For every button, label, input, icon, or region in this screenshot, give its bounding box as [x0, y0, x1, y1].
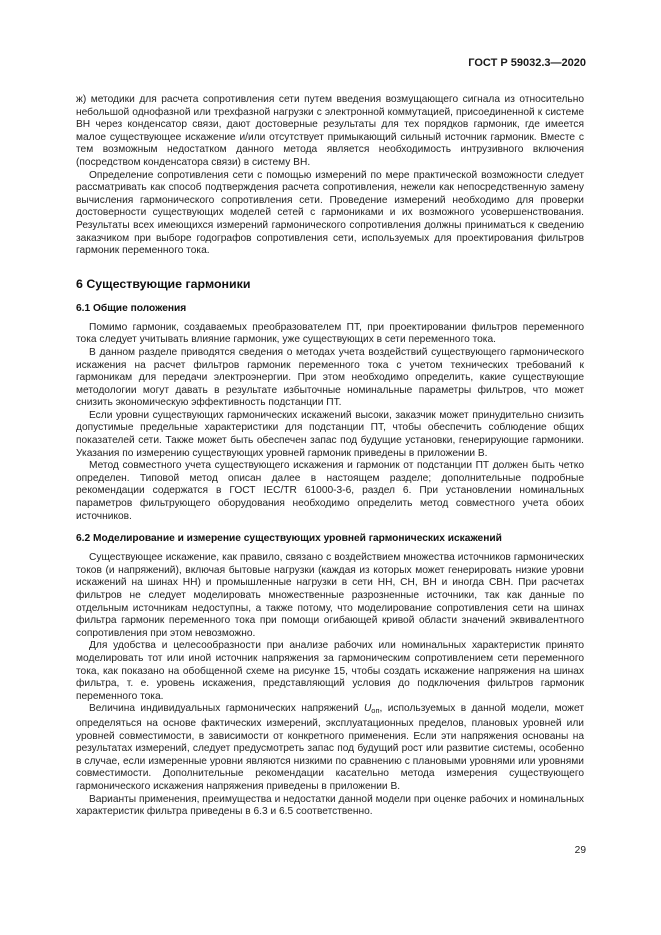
s62-paragraph-2: Для удобства и целесообразности при анализе рабочих или номинальных характеристик принято моделировать тот или иной источник напряжения за гармоническим сопротивлением сети переменного тока, как показано на обобщенной схеме на рисунке 15, чтобы создать искажение напряжения на шинах фильтра, т. е. уровень искажения, представляющий условия до подключения фильтров гармоник переменного тока.: [76, 640, 584, 702]
section-6-heading: 6 Существующие гармоники: [76, 276, 251, 291]
page-number: 29: [574, 845, 586, 856]
s61-paragraph-3: Если уровни существующих гармонических искажений высоки, заказчик может принудительно снизить допустимые предельные характеристики для подстанции ПТ, чтобы обеспечить соблюдение общих показателей сети. Также может быть обеспечен запас под будущие установки, генерирующие гармоники. Указания по измерению существующих уровней гармоник приведены в приложении В.: [76, 409, 584, 459]
section-6-1-heading: 6.1 Общие положения: [76, 302, 187, 314]
s61-paragraph-4: Метод совместного учета существующего искажения и гармоник от подстанции ПТ должен быть четко определен. Типовой метод описан далее в настоящем разделе; дополнительные подробные рекомендации содержатся в ГОСТ IEC/TR 61000-3-6, раздел 6. При установлении номинальных параметров фильтрующего оборудования необходимо определить метод совместного учета обоих источников.: [76, 460, 584, 522]
document-id: ГОСТ Р 59032.3—2020: [468, 57, 586, 69]
s62-paragraph-4: Варианты применения, преимущества и недостатки данной модели при оценке рабочих и номинальных характеристик фильтра приведены в 6.3 и 6.5 соответственно.: [76, 793, 584, 818]
s61-paragraph-2: В данном разделе приводятся сведения о методах учета воздействий существующего гармонического искажения на расчет фильтров гармоник переменного тока с учетом технических требований к гармоникам для передачи электроэнергии. При этом необходимо определить, какие существующие методологии могут давать в результате избыточные номинальные параметры фильтров, что может снизить экономическую эффективность подстанции ПТ.: [76, 346, 584, 409]
intro-paragraph-2: Определение сопротивления сети с помощью измерений по мере практической возможности следует рассматривать как способ подтверждения расчета сопротивления, нежели как непосредственную замену вычисления гармонического сопротивления сети. Проведение измерений необходимо для проверки достоверности существующих моделей сетей с гармониками и их возможного усовершенствования. Результаты всех имеющихся измерений гармонического сопротивления должны приниматься к сведению заказчиком при выборе годографов сопротивления сети, используемых для проектирования фильтров гармоник переменного тока.: [76, 169, 584, 257]
voltage-symbol: U: [363, 703, 372, 715]
s62-p3-before: Величина индивидуальных гармонических напряжений: [89, 703, 364, 715]
intro-paragraph-1: ж) методики для расчета сопротивления сети путем введения возмущающего сигнала из относительно небольшой однофазной или трехфазной нагрузки с электронной коммутацией, присоединенной к системе ВН через конденсатор связи, дают достоверные результаты для тех порядков гармоник, где имеется малое существующее искажение и/или отсутствует примыкающий сильный источник гармоник. Вместе с тем возможным недостатком данного метода является необходимость интрузивного включения (посредством конденсатора связи) в систему ВН.: [76, 94, 584, 168]
voltage-subscript: оп: [371, 706, 380, 716]
s62-p3-after: , используемых в данной модели, может определяться на основе фактических измерений, эксплуатационных пределов, плановых уровней или уровней совместимости, в зависимости от конкретного применения. Если эти напряжения основаны на результатах измерений, следует предусмотреть запас под будущий рост или развитие системы, особенно в случае, если измеренные уровни являются низкими по сравнению с плановыми уровнями или уровнями совместимости. Дополнительные рекомендации касательно метода измерения существующего гармонического искажения напряжения приведены в приложении В.: [76, 703, 584, 792]
page-content: [76, 94, 584, 819]
section-6-2-heading: 6.2 Моделирование и измерение существующих уровней гармонических искажений: [76, 533, 502, 545]
s62-paragraph-1: Существующее искажение, как правило, связано с воздействием множества источников гармонических токов (и напряжений), включая бытовые нагрузки (каждая из которых может генерировать низкие уровни искажений на шинах НН) и промышленные нагрузки в сети НН, СН, ВН и иногда СВН. При расчетах фильтров не следует моделировать множественные разрозненные источники, так как данные по отдельным источникам недоступны, а также потому, что моделирование сопротивления сети на шинах фильтра гармоник переменного тока при помощи огибающей кривой области значений эквивалентного сопротивления при этом невозможно.: [76, 552, 584, 639]
s61-paragraph-1: Помимо гармоник, создаваемых преобразователем ПТ, при проектировании фильтров переменного тока следует учитывать влияние гармоник, уже существующих в сети переменного тока.: [76, 321, 584, 346]
s62-paragraph-3: [76, 703, 584, 793]
